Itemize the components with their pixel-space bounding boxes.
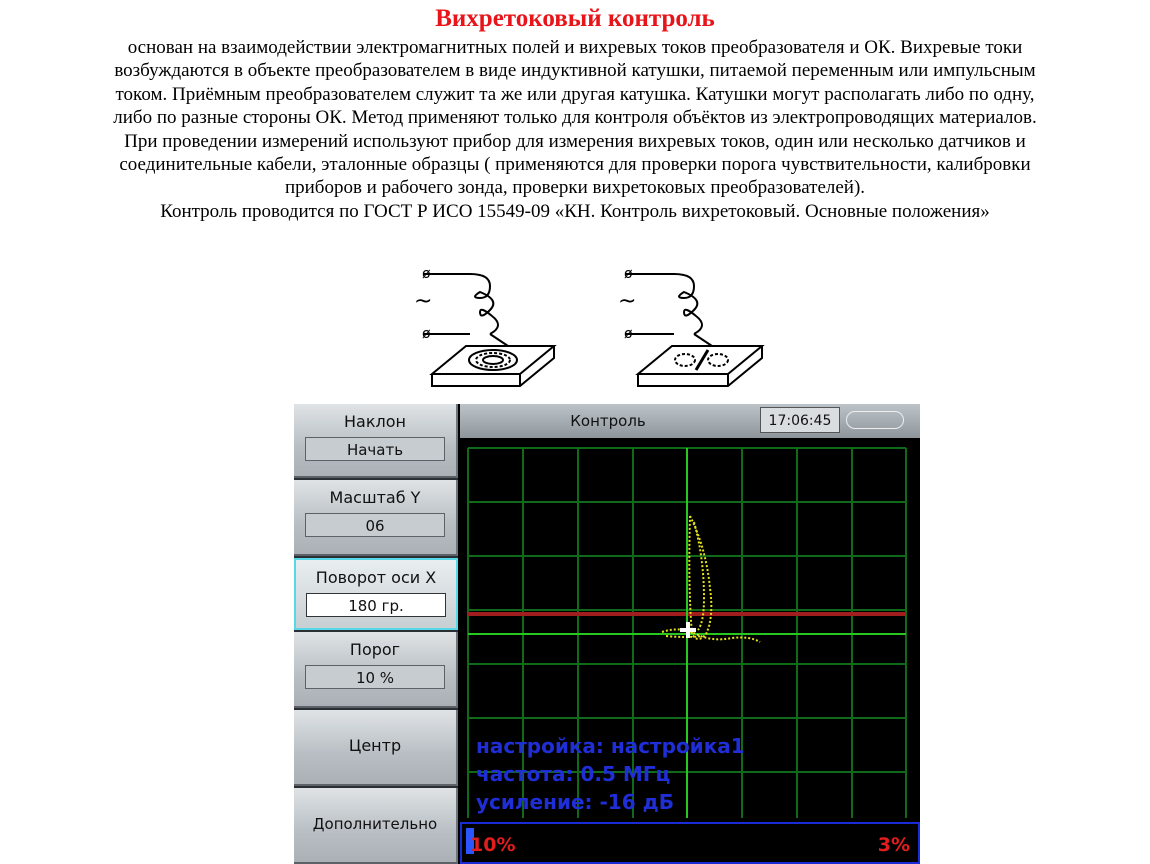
clock: 17:06:45 <box>760 407 840 433</box>
sidebar-label: Центр <box>348 736 402 755</box>
coil-diagram <box>340 262 830 394</box>
eddy-current-device-screen <box>294 404 920 864</box>
paragraph-line: Контроль проводится по ГОСТ Р ИСО 15549-09 «КН. Контроль вихретоковый. Основные положения» <box>160 200 990 222</box>
sidebar-value: Начать <box>305 437 445 461</box>
paragraph-line: При проведении измерений используют прибор для измерения вихревых токов, один или несколько датчиков и <box>124 130 1026 152</box>
sidebar-label: Наклон <box>344 412 406 431</box>
paragraph-line: основан на взаимодействии электромагнитных полей и вихревых токов преобразователя и ОК. Вихревые токи <box>127 37 1023 58</box>
paragraph-line: приборов и рабочего зонда, проверки вихретоковых преобразователей). <box>284 177 866 199</box>
setting-name: настройка: настройка1 <box>476 734 745 758</box>
sidebar-item-more[interactable] <box>294 788 458 864</box>
device-sidebar <box>294 404 458 864</box>
terminal-top-right: ø <box>624 266 633 282</box>
gain-readout: усиление: -16 дБ <box>476 790 674 814</box>
terminal-bottom-left: ø <box>422 326 431 342</box>
coil-probe-right <box>626 274 762 386</box>
description-text <box>20 36 1130 223</box>
sidebar-label: Поворот оси X <box>315 568 437 587</box>
sidebar-label: Масштаб Y <box>329 488 421 507</box>
status-bar <box>460 822 920 864</box>
paragraph-line: соединительные кабели, эталонные образцы ( применяются для проверки порога чувствительности, калибровки <box>119 154 1031 176</box>
coil-probe-left <box>424 274 554 386</box>
sidebar-value: 10 % <box>305 665 445 689</box>
page-title: Вихретоковый контроль <box>435 5 715 32</box>
paragraph-line: возбуждаются в объекте преобразователем в виде индуктивной катушки, питаемой переменным или импульсным <box>114 60 1036 82</box>
screen-title: Контроль <box>570 412 646 430</box>
sidebar-item-scale-y[interactable] <box>294 480 458 556</box>
sidebar-item-tilt[interactable] <box>294 404 458 478</box>
ac-symbol-right: ~ <box>618 289 637 314</box>
sidebar-label: Дополнительно <box>312 815 438 833</box>
settings-readout <box>476 732 745 816</box>
device-topbar <box>460 404 920 438</box>
battery-icon <box>846 411 904 429</box>
paragraph-line: током. Приёмным преобразователем служит та же или другая катушка. Катушки могут располагать либо по одну, <box>115 83 1035 105</box>
paragraph-line: либо по разные стороны ОК. Метод применяют только для контроля объёктов из электропроводящих материалов. <box>113 107 1037 129</box>
sidebar-value: 06 <box>305 513 445 537</box>
sidebar-item-rotate-x[interactable] <box>294 558 458 630</box>
terminal-top-left: ø <box>422 266 431 282</box>
sidebar-item-center[interactable] <box>294 710 458 786</box>
sidebar-value: 180 гр. <box>306 593 446 617</box>
ac-symbol-left: ~ <box>414 289 433 314</box>
frequency-readout: частота: 0.5 МГц <box>476 762 671 786</box>
sidebar-item-threshold[interactable] <box>294 632 458 708</box>
terminal-bottom-right: ø <box>624 326 633 342</box>
threshold-percent: 10% <box>470 834 516 856</box>
sidebar-label: Порог <box>349 640 401 659</box>
signal-percent: 3% <box>877 834 910 856</box>
